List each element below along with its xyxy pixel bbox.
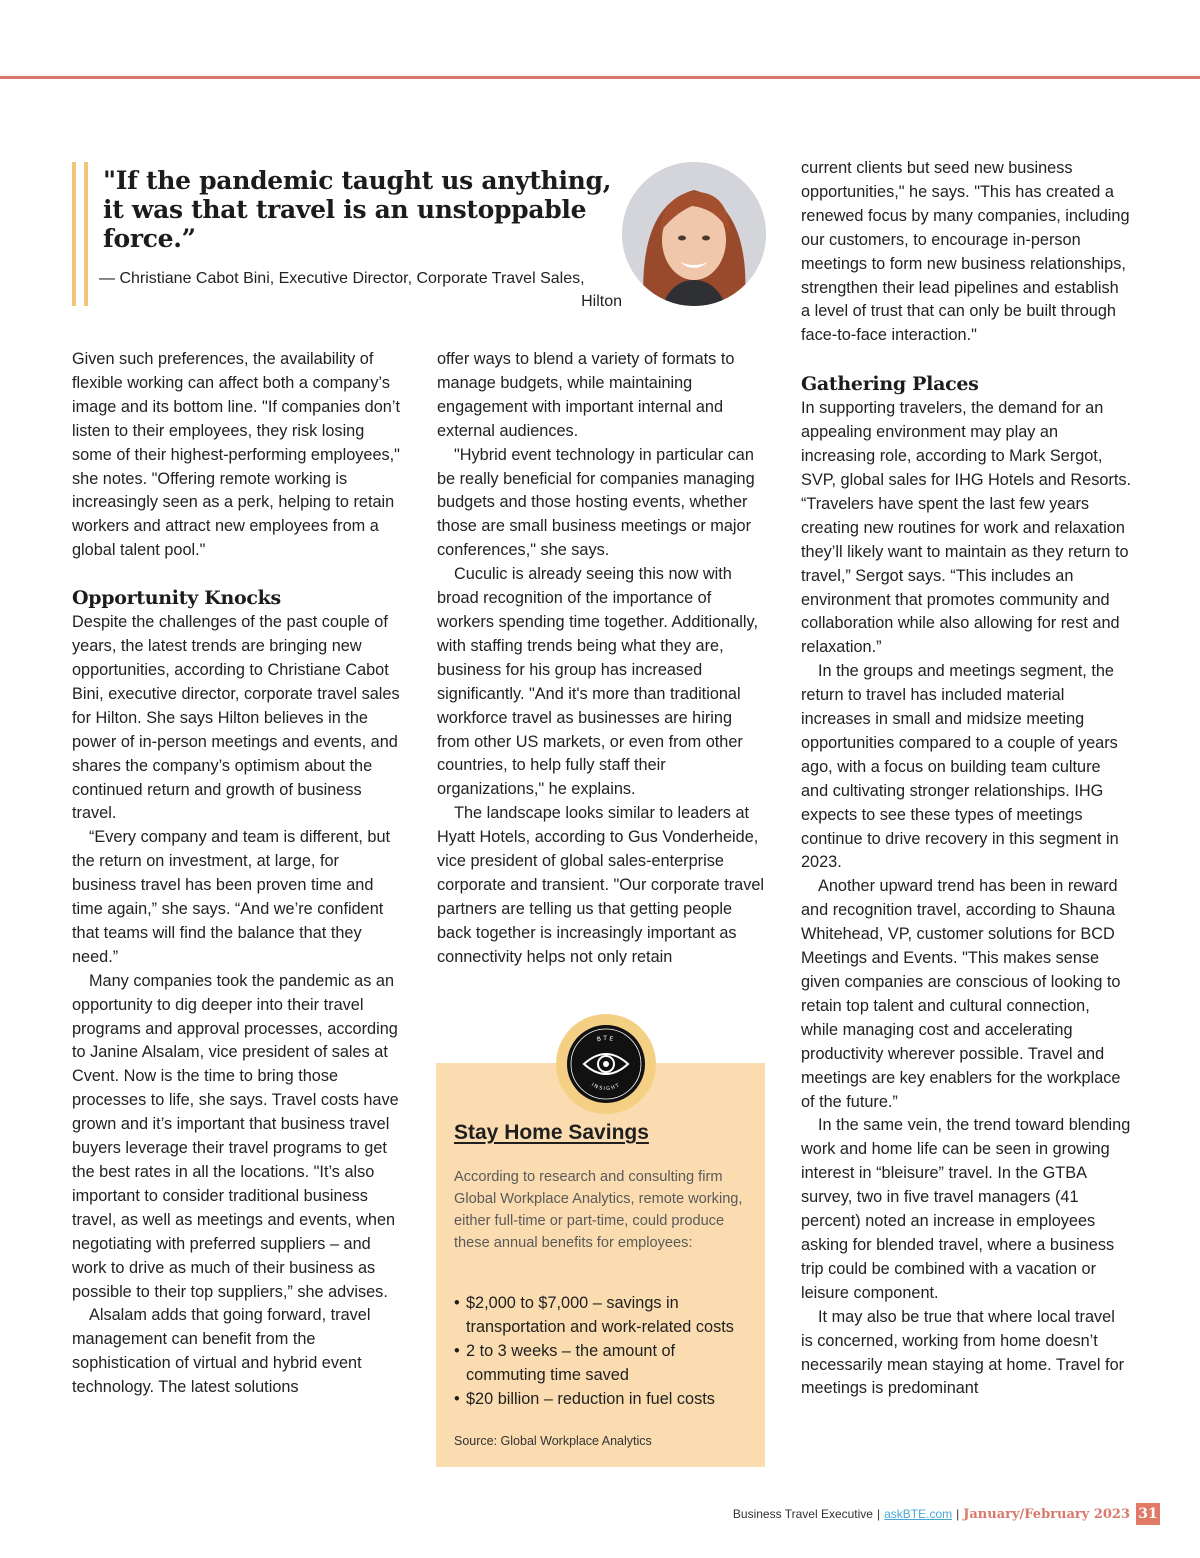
paragraph: Cuculic is already seeing this now with broad recognition of the importance of workers spending time together. Additionally, with staffing trends being what they are, business for his group has increased significantly. "And it's more than traditional workforce travel as businesses are hiring from other US markets, or even from other countries, to help fully staff their organizations," he explains. [437, 565, 758, 799]
paragraph: It may also be true that where local travel is concerned, working from home doesn’t necessarily mean staying at home. Travel for meetings is predominant [801, 1307, 1125, 1398]
paragraph: “Every company and team is different, but the return on investment, at large, for business travel has been proven time and time again,” she says. “And we’re confident that teams will find the balance that they need.” [72, 828, 391, 966]
paragraph: In the groups and meetings segment, the return to travel has included material increases in small and midsize meeting opportunities compared to a couple of years ago, with a focus on building team culture and cultivating stronger relationships. IHG expects to see these types of meetings continue to drive recovery in this segment in 2023. [801, 662, 1119, 872]
portrait-illustration [622, 162, 766, 306]
paragraph: In the same vein, the trend toward blending work and home life can be seen in growing interest in “bleisure” travel. In the GTBA survey, two in five travel managers (41 percent) noted an increase in employees asking for blended travel, where a business trip could be combined with a vacation or leisure component. [801, 1116, 1131, 1302]
sidebar-title: Stay Home Savings [454, 1121, 649, 1144]
quote-attribution-org: Hilton [581, 293, 622, 310]
website-link[interactable]: askBTE.com [884, 1507, 953, 1521]
pull-quote: "If the pandemic taught us anything, it was that travel is an unstoppable force.” [103, 166, 612, 253]
paragraph: "Hybrid event technology in particular can be really beneficial for companies managing budgets and those hosting events, whether those are small business meetings or major conferences," she says. [437, 445, 755, 560]
paragraph: current clients but seed new business opportunities," he says. "This has created a renewed focus by many companies, including our customers, to encourage in-person meetings to form new business relationships, strengthen their lead pipelines and establish a level of trust that can only be built through face-to-face interaction." [801, 159, 1130, 345]
paragraph: Given such preferences, the availability of flexible working can affect both a company’s image and its bottom line. "If companies don’t listen to their employees, they risk losing some of their highest-performing employees," she notes. "Offering remote working is increasingly seen as a perk, helping to retain workers and attract new employees from a global talent pool." [72, 350, 400, 560]
sidebar-source: Source: Global Workplace Analytics [454, 1434, 652, 1448]
list-item: • $20 billion – reduction in fuel costs [454, 1387, 759, 1411]
page-number: 31 [1136, 1503, 1160, 1525]
quote-attribution [99, 267, 622, 313]
emblem-top-text: BTE [596, 1034, 616, 1044]
paragraph: Many companies took the pandemic as an opportunity to dig deeper into their travel programs and approval processes, according to Janine Alsalam, vice president of sales at Cvent. Now is the time to bring those processes to life, she says. Travel costs have grown and it’s important that business travel buyers leverage their travel programs to get the best rates in all the locations. "It’s also important to consider traditional business travel, as well as meetings and events, when negotiating with preferred suppliers – and work to drive as much of their business as possible to their top suppliers,” she advises. [72, 971, 399, 1301]
paragraph: Another upward trend has been in reward and recognition travel, according to Shauna Whitehead, VP, customer solutions for BCD Meetings and Events. "This makes sense given companies are conscious of looking to retain top talent and cultural connection, while managing cost and accelerating productivity wherever possible. Travel and meetings are key enablers for the workplace of the future.” [801, 877, 1121, 1111]
section-heading: Gathering Places [801, 373, 979, 396]
sidebar-list [454, 1291, 759, 1411]
section-heading: Opportunity Knocks [72, 587, 281, 610]
portrait-photo [622, 162, 766, 306]
publication-name: Business Travel Executive [732, 1507, 873, 1521]
footer-separator: | [956, 1507, 960, 1521]
issue-date: January/February 2023 [963, 1506, 1130, 1522]
list-item: • 2 to 3 weeks – the amount of commuting time saved [454, 1339, 759, 1387]
paragraph: offer ways to blend a variety of formats to manage budgets, while maintaining engagement with important internal and external audiences. [437, 350, 735, 440]
top-rule [0, 76, 1200, 79]
article-column-1 [72, 348, 404, 1400]
article-column-2 [437, 348, 767, 970]
page-footer [733, 1502, 1160, 1526]
bte-insight-eye-icon [566, 1024, 646, 1104]
quote-bar [72, 162, 88, 306]
footer-separator: | [876, 1507, 881, 1521]
article-column-3 [801, 157, 1131, 1401]
paragraph: Despite the challenges of the past couple of years, the latest trends are bringing new opportunities, according to Christiane Cabot Bini, executive director, corporate travel sales for Hilton. She says Hilton believes in the power of in-person meetings and events, and shares the company’s optimism about the continued return and growth of business travel. [72, 613, 400, 823]
list-item: • $2,000 to $7,000 – savings in transportation and work-related costs [454, 1291, 759, 1339]
paragraph: In supporting travelers, the demand for an appealing environment may play an increasing role, according to Mark Sergot, SVP, global sales for IHG Hotels and Resorts. “Travelers have spent the last few years creating new routines for work and relaxation they’ll likely want to maintain as they return to travel,” Sergot says. “This includes an environment that promotes community and collaboration while also allowing for rest and relaxation.” [801, 399, 1132, 657]
paragraph: Alsalam adds that going forward, travel management can benefit from the sophistication of virtual and hybrid event technology. The latest solutions [72, 1306, 371, 1397]
quote-attribution-name: — Christiane Cabot Bini, Executive Director, Corporate Travel Sales, [99, 270, 585, 287]
emblem-bottom-text: INSIGHT [590, 1082, 622, 1093]
paragraph: The landscape looks similar to leaders at Hyatt Hotels, according to Gus Vonderheide, vice president of global sales-enterprise corporate and transient. "Our corporate travel partners are telling us that getting people back together is increasingly important as connectivity helps not only retain [437, 804, 765, 966]
sidebar-intro: According to research and consulting firm Global Workplace Analytics, remote working, either full-time or part-time, could produce these annual benefits for employees: [454, 1169, 743, 1251]
